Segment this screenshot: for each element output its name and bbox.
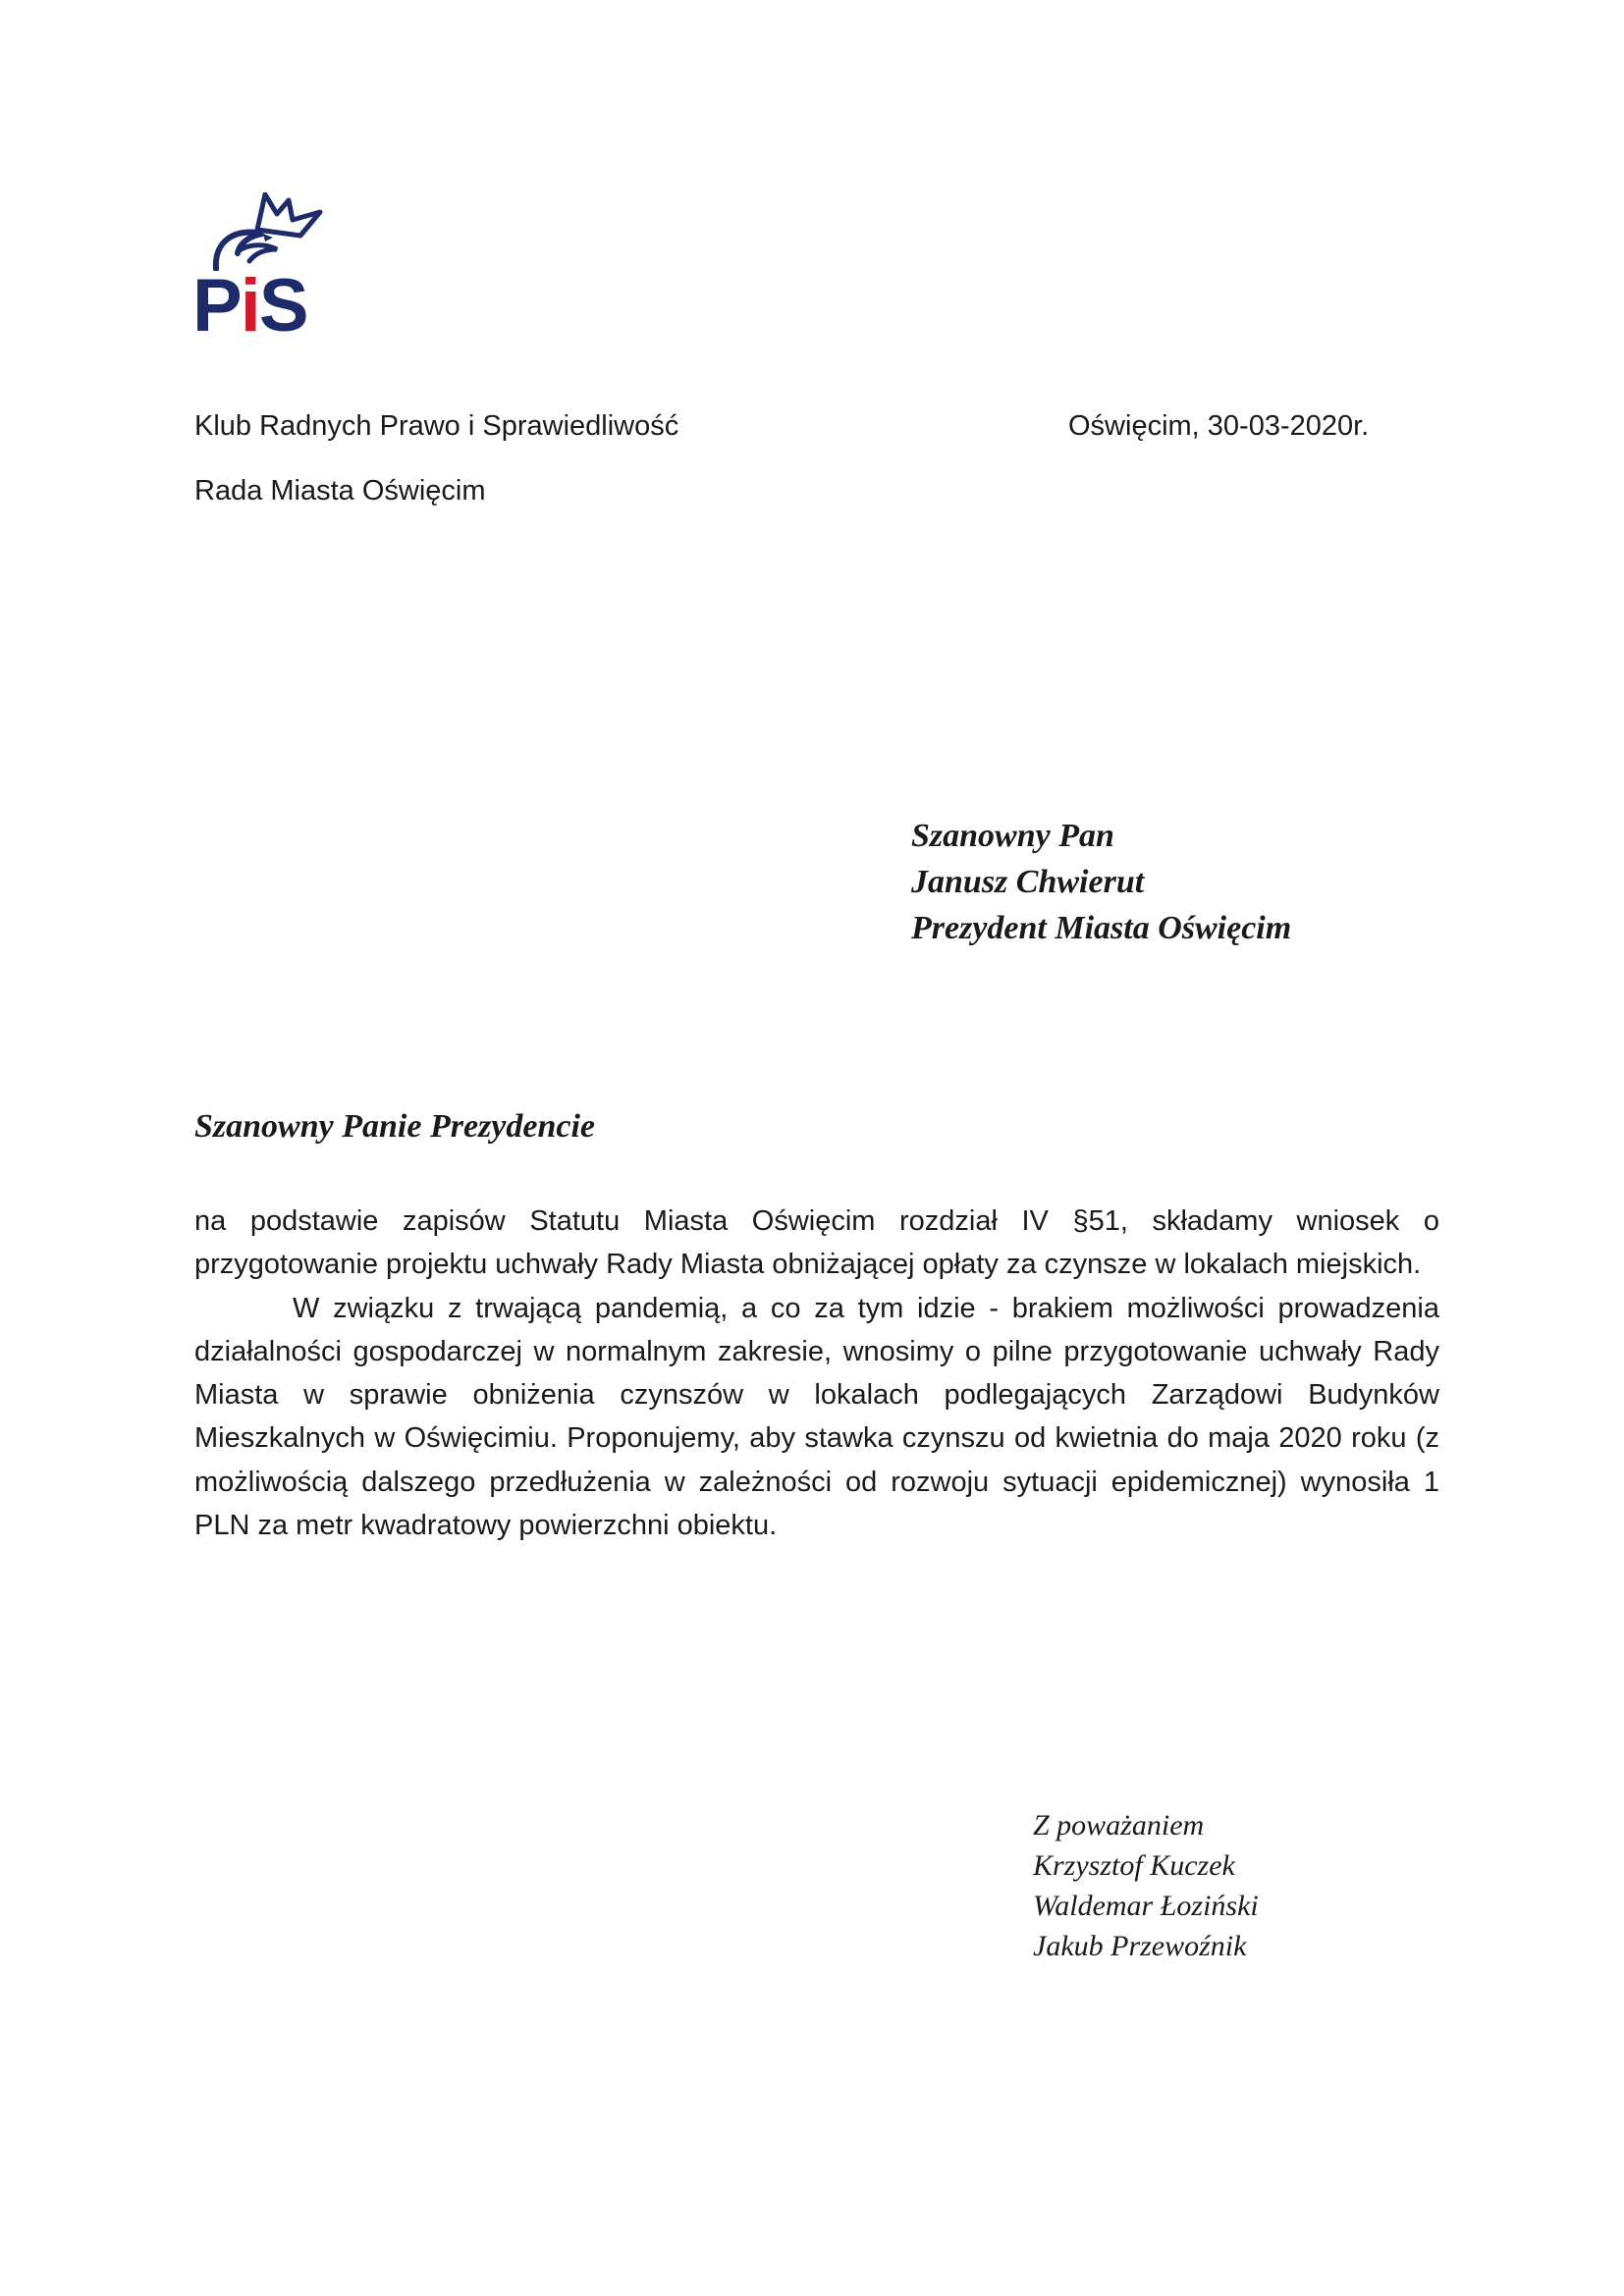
eagle-crown-icon	[192, 192, 340, 271]
logo-letter-s: S	[258, 264, 307, 347]
place-date: Oświęcim, 30-03-2020r.	[1068, 410, 1370, 442]
body-paragraph-1: na podstawie zapisów Statutu Miasta Oświęcim rozdział IV §51, składamy wniosek o przygotowanie projektu uchwały Rady Miasta obniżającej opłaty za czynsze w lokalach miejskich.	[194, 1205, 1439, 1281]
addressee-position: Prezydent Miasta Oświęcim	[911, 910, 1292, 946]
closing-block	[1033, 1805, 1259, 1966]
letter-body	[194, 1200, 1439, 1547]
salutation: Szanowny Panie Prezydencie	[194, 1108, 595, 1145]
addressee-name: Janusz Chwierut	[911, 864, 1145, 900]
addressee-block	[911, 813, 1291, 951]
signatory-name: Waldemar Łoziński	[1033, 1890, 1259, 1922]
addressee-title: Szanowny Pan	[911, 818, 1114, 854]
signatory-name: Krzysztof Kuczek	[1033, 1849, 1235, 1882]
party-logo	[192, 192, 340, 349]
signatory-name: Jakub Przewoźnik	[1033, 1930, 1247, 1962]
logo-letter-i: i	[240, 264, 259, 347]
closing-greeting: Z poważaniem	[1033, 1809, 1205, 1842]
recipient-body: Rada Miasta Oświęcim	[194, 475, 486, 507]
sender-line: Klub Radnych Prawo i Sprawiedliwość	[194, 410, 679, 442]
body-paragraph-2: W związku z trwającą pandemią, a co za tym idzie - brakiem możliwości prowadzenia działalności gospodarczej w normalnym zakresie, wnosimy o pilne przygotowanie uchwały Rady Miasta w sprawie obniżenia czynszów w lokalach podlegających Zarządowi Budynków Mieszkalnych w Oświęcimiu. Proponujemy, aby stawka czynszu od kwietnia do maja 2020 roku (z możliwością dalszego przedłużenia w zależności od rozwoju sytuacji epidemicznej) wynosiła 1 PLN za metr kwadratowy powierzchni obiektu.	[194, 1292, 1439, 1542]
logo-letter-p: P	[192, 264, 241, 347]
logo-text	[192, 264, 307, 347]
